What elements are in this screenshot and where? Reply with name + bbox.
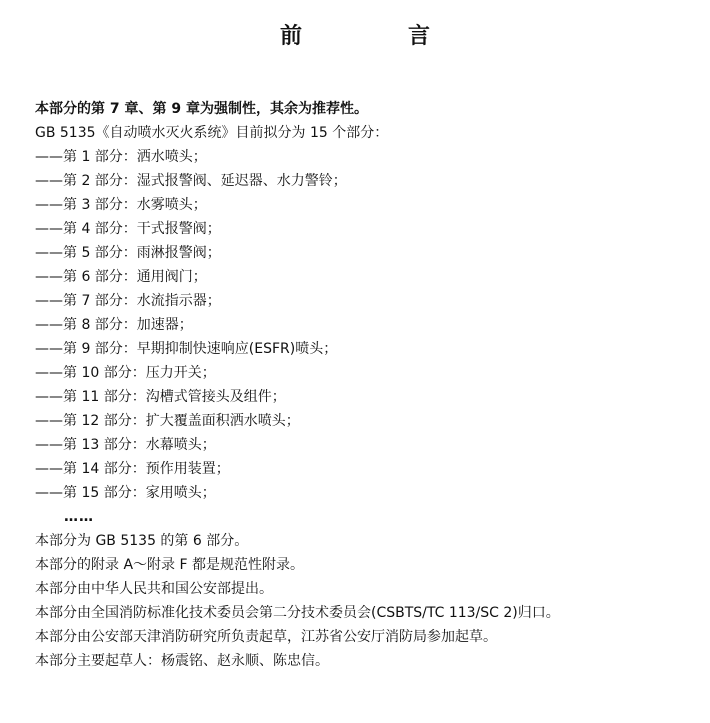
list-item: ——第 1 部分：洒水喷头； — [35, 149, 207, 165]
list-item: ——第 6 部分：通用阀门； — [35, 269, 207, 285]
list-item: ——第 3 部分：水雾喷头； — [35, 197, 207, 213]
parts-intro: GB 5135《自动喷水灭火系统》目前拟分为 15 个部分： — [35, 125, 389, 141]
list-item: ——第 10 部分：压力开关； — [35, 365, 216, 381]
list-item: ——第 2 部分：湿式报警阀、延迟器、水力警铃； — [35, 173, 347, 189]
list-item: ——第 7 部分：水流指示器； — [35, 293, 221, 309]
list-item: ——第 8 部分：加速器； — [35, 317, 193, 333]
closing-statements — [35, 529, 695, 673]
parts-list — [35, 145, 695, 505]
drafting-org-statement: 本部分由公安部天津消防研究所负责起草，江苏省公安厅消防局参加起草。 — [35, 629, 497, 645]
list-item: ——第 5 部分：雨淋报警阀； — [35, 245, 221, 261]
committee-statement: 本部分由全国消防标准化技术委员会第二分技术委员会(CSBTS/TC 113/SC 2)归口。 — [35, 605, 560, 621]
foreword-body — [35, 97, 695, 673]
list-item: ——第 14 部分：预作用装置； — [35, 461, 230, 477]
mandatory-statement: 本部分的第 7 章、第 9 章为强制性，其余为推荐性。 — [35, 101, 368, 117]
list-item: ——第 9 部分：早期抑制快速响应(ESFR)喷头； — [35, 341, 338, 357]
ellipsis: …… — [64, 509, 94, 525]
page-title: 前 言 — [279, 24, 472, 49]
list-item: ——第 11 部分：沟槽式管接头及组件； — [35, 389, 286, 405]
list-item: ——第 12 部分：扩大覆盖面积洒水喷头； — [35, 413, 300, 429]
proposer-statement: 本部分由中华人民共和国公安部提出。 — [35, 581, 273, 597]
list-item: ——第 13 部分：水幕喷头； — [35, 437, 216, 453]
list-item: ——第 15 部分：家用喷头； — [35, 485, 216, 501]
list-item: ——第 4 部分：干式报警阀； — [35, 221, 221, 237]
part-number-statement: 本部分为 GB 5135 的第 6 部分。 — [35, 533, 249, 549]
drafters-statement: 本部分主要起草人：杨震铭、赵永顺、陈忠信。 — [35, 653, 329, 669]
annex-statement: 本部分的附录 A～附录 F 都是规范性附录。 — [35, 557, 304, 573]
